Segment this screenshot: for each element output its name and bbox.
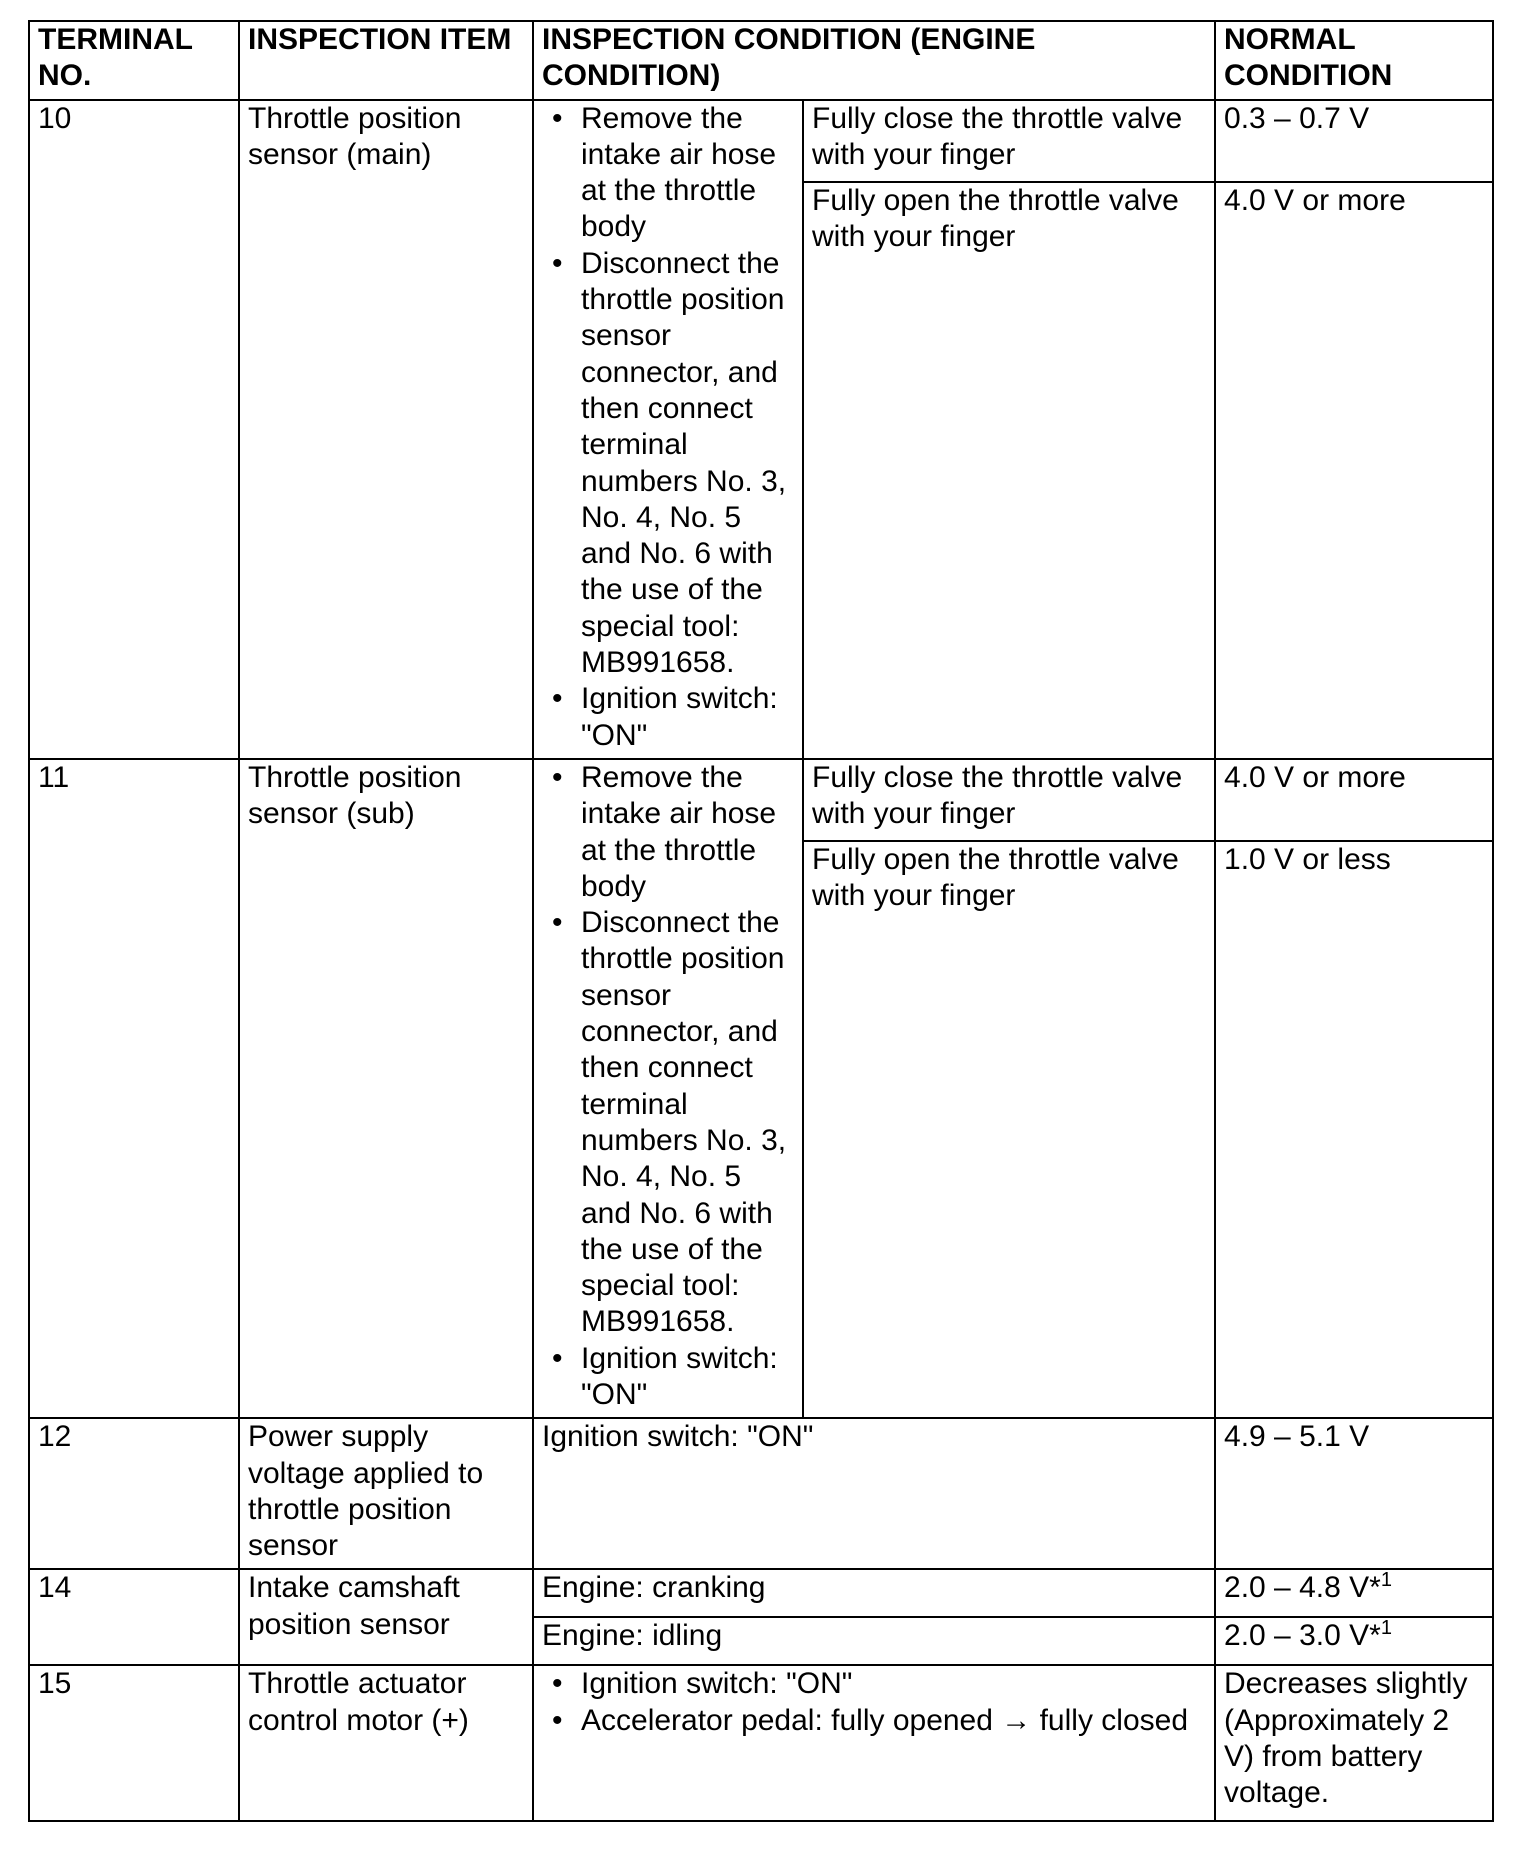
table-row (29, 1665, 1493, 1821)
header-terminal-no: TERMINAL NO. (29, 21, 239, 100)
normal-condition: 4.0 V or more (1215, 182, 1493, 759)
terminal-no: 11 (29, 759, 239, 1418)
normal-value: 2.0 – 3.0 V* (1224, 1619, 1381, 1653)
table-row (29, 100, 1493, 182)
footnote-marker: 1 (1380, 1617, 1392, 1640)
normal-condition: 4.9 – 5.1 V (1215, 1418, 1493, 1569)
normal-value: 2.0 – 4.8 V* (1224, 1571, 1381, 1605)
engine-condition: Fully open the throttle valve with your finger (803, 182, 1215, 759)
list-item: • Ignition switch: "ON" (542, 1341, 794, 1414)
engine-condition: Fully open the throttle valve with your finger (803, 841, 1215, 1418)
list-item: • Remove the intake air hose at the throttle body (542, 101, 794, 246)
normal-condition (1215, 1569, 1493, 1617)
normal-condition: Decreases slightly (Approximately 2 V) from battery voltage. (1215, 1665, 1493, 1821)
list-item: • Remove the intake air hose at the throttle body (542, 760, 794, 905)
normal-condition (1215, 1617, 1493, 1665)
engine-condition: Engine: idling (533, 1617, 1215, 1665)
engine-condition: Engine: cranking (533, 1569, 1215, 1617)
engine-condition: Fully close the throttle valve with your finger (803, 100, 1215, 182)
table-row (29, 1569, 1493, 1617)
list-item: • Disconnect the throttle position sensor connector, and then connect terminal numbers No. 3, No. 4, No. 5 and No. 6 with the use of the special tool: MB991658. (542, 246, 794, 682)
inspection-item: Throttle position sensor (main) (239, 100, 533, 759)
normal-condition: 0.3 – 0.7 V (1215, 100, 1493, 182)
terminal-no: 14 (29, 1569, 239, 1665)
terminal-no: 10 (29, 100, 239, 759)
inspection-table (28, 20, 1494, 1822)
table-row (29, 759, 1493, 841)
footnote-marker: 1 (1380, 1569, 1392, 1592)
normal-condition: 1.0 V or less (1215, 841, 1493, 1418)
inspection-item: Intake camshaft position sensor (239, 1569, 533, 1665)
normal-condition: 4.0 V or more (1215, 759, 1493, 841)
list-item: • Ignition switch: "ON" (542, 681, 794, 754)
header-inspection-item: INSPECTION ITEM (239, 21, 533, 100)
inspection-condition-steps (533, 1665, 1215, 1821)
terminal-no: 15 (29, 1665, 239, 1821)
inspection-condition-steps (533, 100, 803, 759)
inspection-item: Throttle position sensor (sub) (239, 759, 533, 1418)
list-item: • Ignition switch: "ON" (542, 1666, 1206, 1702)
table-row (29, 1418, 1493, 1569)
header-normal-condition: NORMAL CONDITION (1215, 21, 1493, 100)
inspection-item: Throttle actuator control motor (+) (239, 1665, 533, 1821)
list-item: • Disconnect the throttle position sensor connector, and then connect terminal numbers No. 3, No. 4, No. 5 and No. 6 with the use of the special tool: MB991658. (542, 905, 794, 1341)
engine-condition: Ignition switch: "ON" (533, 1418, 1215, 1569)
terminal-no: 12 (29, 1418, 239, 1569)
inspection-item: Power supply voltage applied to throttle position sensor (239, 1418, 533, 1569)
engine-condition: Fully close the throttle valve with your finger (803, 759, 1215, 841)
inspection-condition-steps (533, 759, 803, 1418)
header-row (29, 21, 1493, 100)
list-item: • Accelerator pedal: fully opened → fully closed (542, 1703, 1206, 1739)
header-inspection-condition: INSPECTION CONDITION (ENGINE CONDITION) (533, 21, 1215, 100)
